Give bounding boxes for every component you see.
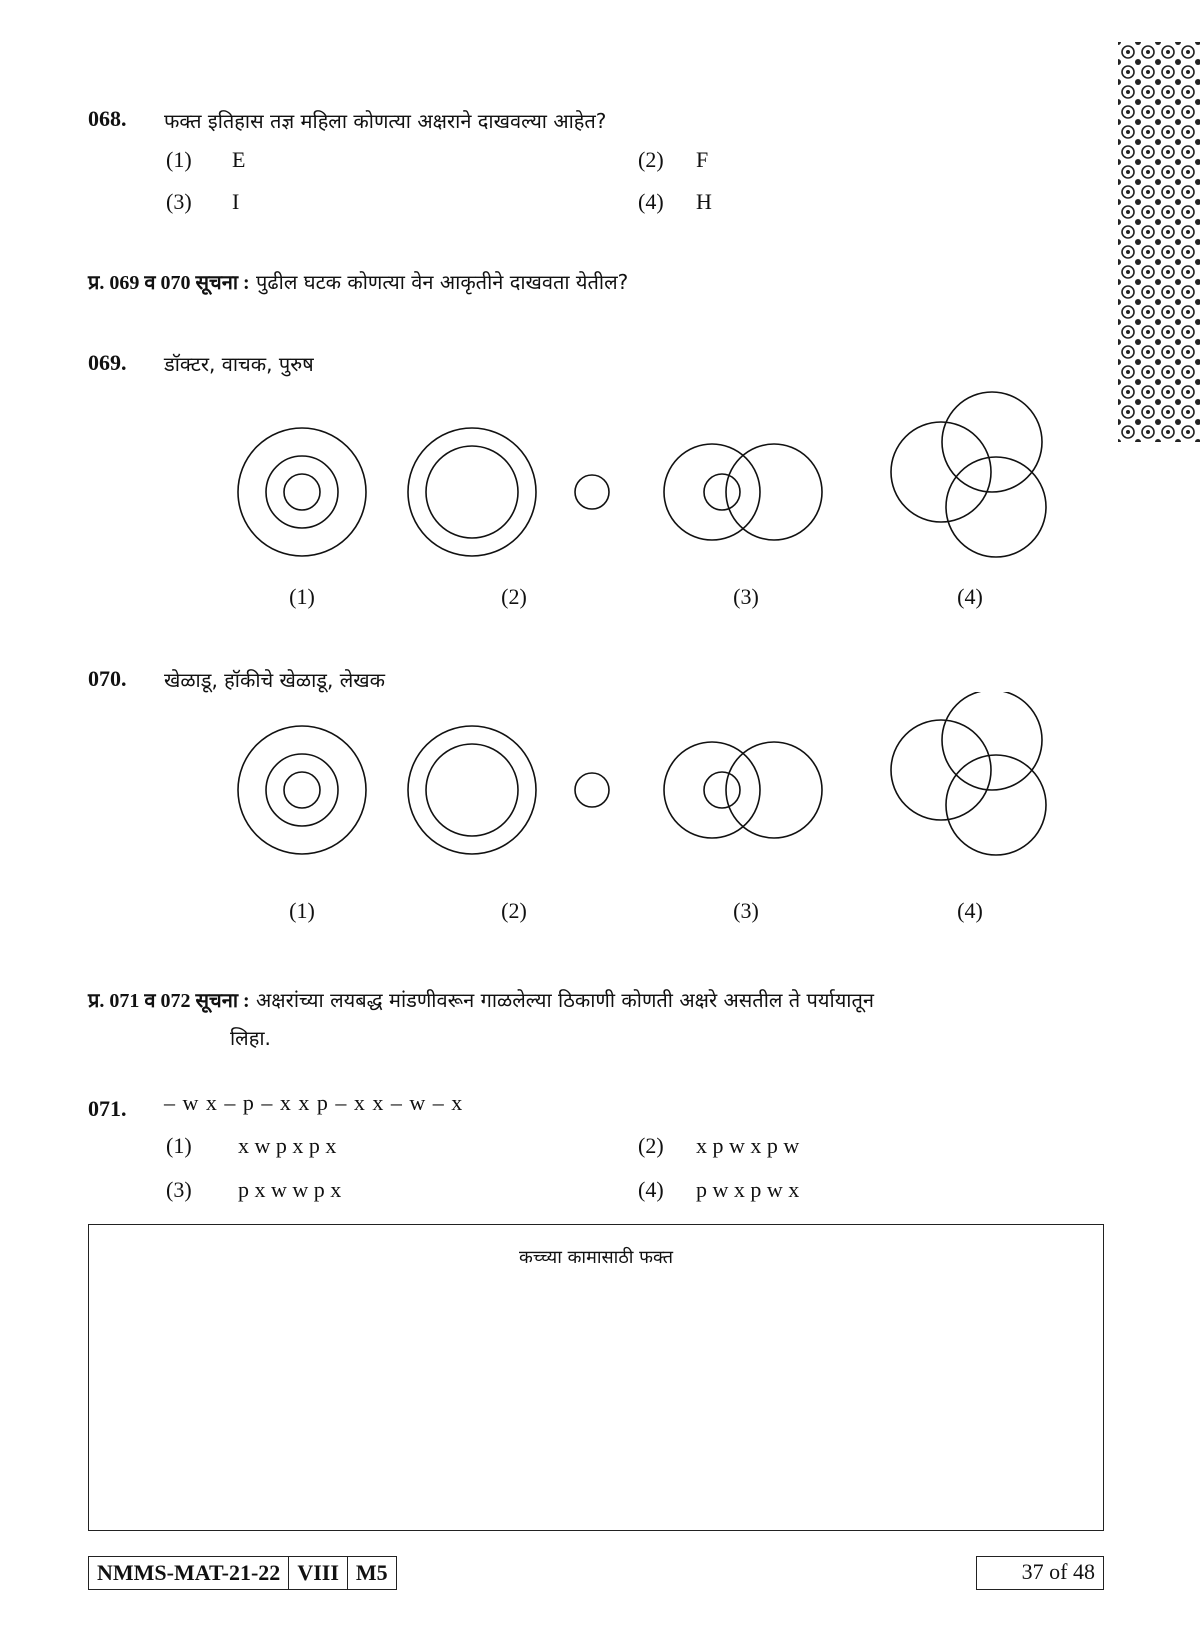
q070-figure-label-1: (1) xyxy=(289,898,315,923)
q069-figure-label-3: (3) xyxy=(733,584,759,609)
option-text: I xyxy=(232,189,240,214)
q068-option-2[interactable] xyxy=(638,147,708,173)
q071-option-1[interactable] xyxy=(166,1133,336,1159)
footer-set: M5 xyxy=(355,1560,388,1585)
decorative-border-pattern xyxy=(1118,42,1200,442)
q068-option-1[interactable] xyxy=(166,147,245,173)
instruction-text: पुढील घटक कोणत्या वेन आकृतीने दाखवता येतील? xyxy=(256,270,629,294)
q068-option-3[interactable] xyxy=(166,189,239,215)
q071-option-3[interactable] xyxy=(166,1177,341,1203)
question-070-number: 070. xyxy=(88,666,127,691)
q069-figure-2[interactable] xyxy=(408,428,609,556)
q069-figure-3[interactable] xyxy=(664,444,822,540)
question-071-number: 071. xyxy=(88,1096,127,1121)
q069-figure-label-2: (2) xyxy=(501,584,527,609)
footer-code: NMMS-MAT-21-22 xyxy=(89,1557,289,1589)
option-number: (1) xyxy=(166,1133,192,1158)
option-text: x p w x p w xyxy=(696,1133,800,1158)
instruction-label: प्र. 071 व 072 सूचना : xyxy=(88,990,250,1012)
option-number: (2) xyxy=(638,147,664,172)
rough-work-title: कच्च्या कामासाठी फक्त xyxy=(519,1247,673,1268)
q068-option-4[interactable] xyxy=(638,189,712,215)
q070-figure-2[interactable] xyxy=(408,726,609,854)
option-text: p w x p w x xyxy=(696,1177,800,1202)
q069-figure-label-4: (4) xyxy=(957,584,983,609)
rough-work-box[interactable] xyxy=(88,1224,1104,1531)
instruction-text: अक्षरांच्या लयबद्ध मांडणीवरून गाळलेल्या ठिकाणी कोणती अक्षरे असतील ते पर्यायातून xyxy=(256,988,874,1012)
q070-figure-label-2: (2) xyxy=(501,898,527,923)
question-071-series: – w x – p – x x p – x x – w – x xyxy=(164,1090,464,1115)
instruction-069-070 xyxy=(88,268,628,295)
instruction-label: प्र. 069 व 070 सूचना : xyxy=(88,272,250,294)
q070-figure-label-3: (3) xyxy=(733,898,759,923)
option-text: H xyxy=(696,189,712,214)
footer-class: VIII xyxy=(289,1557,348,1589)
q069-figure-label-1: (1) xyxy=(289,584,315,609)
q069-figure-4[interactable] xyxy=(891,392,1046,557)
option-number: (2) xyxy=(638,1133,664,1158)
option-number: (1) xyxy=(166,147,192,172)
q071-option-4[interactable] xyxy=(638,1177,799,1203)
instruction-071-072-continued: लिहा. xyxy=(230,1026,271,1050)
q069-venn-figures xyxy=(0,380,1100,580)
question-069-number: 069. xyxy=(88,350,127,375)
q070-figure-label-4: (4) xyxy=(957,898,983,923)
instruction-071-072 xyxy=(88,986,1110,1013)
option-number: (3) xyxy=(166,189,192,214)
question-070-text: खेळाडू, हॉकीचे खेळाडू, लेखक xyxy=(164,668,385,692)
option-text: E xyxy=(232,147,246,172)
question-068-number: 068. xyxy=(88,106,127,131)
q071-option-2[interactable] xyxy=(638,1133,799,1159)
q070-figure-4[interactable] xyxy=(891,692,1046,855)
q070-figure-1[interactable] xyxy=(238,726,366,854)
option-text: p x w w p x xyxy=(238,1177,342,1202)
q070-figure-3[interactable] xyxy=(664,742,822,838)
footer-exam-code xyxy=(88,1556,397,1590)
option-text: F xyxy=(696,147,709,172)
option-text: x w p x p x xyxy=(238,1133,337,1158)
q069-figure-1[interactable] xyxy=(238,428,366,556)
page-number: 37 of 48 xyxy=(976,1556,1104,1590)
question-069-text: डॉक्टर, वाचक, पुरुष xyxy=(164,352,314,376)
option-number: (4) xyxy=(638,1177,664,1202)
option-number: (3) xyxy=(166,1177,192,1202)
option-number: (4) xyxy=(638,189,664,214)
q070-venn-figures xyxy=(0,692,1100,892)
question-068-text: फक्त इतिहास तज्ञ महिला कोणत्या अक्षराने दाखवल्या आहेत? xyxy=(164,109,607,133)
